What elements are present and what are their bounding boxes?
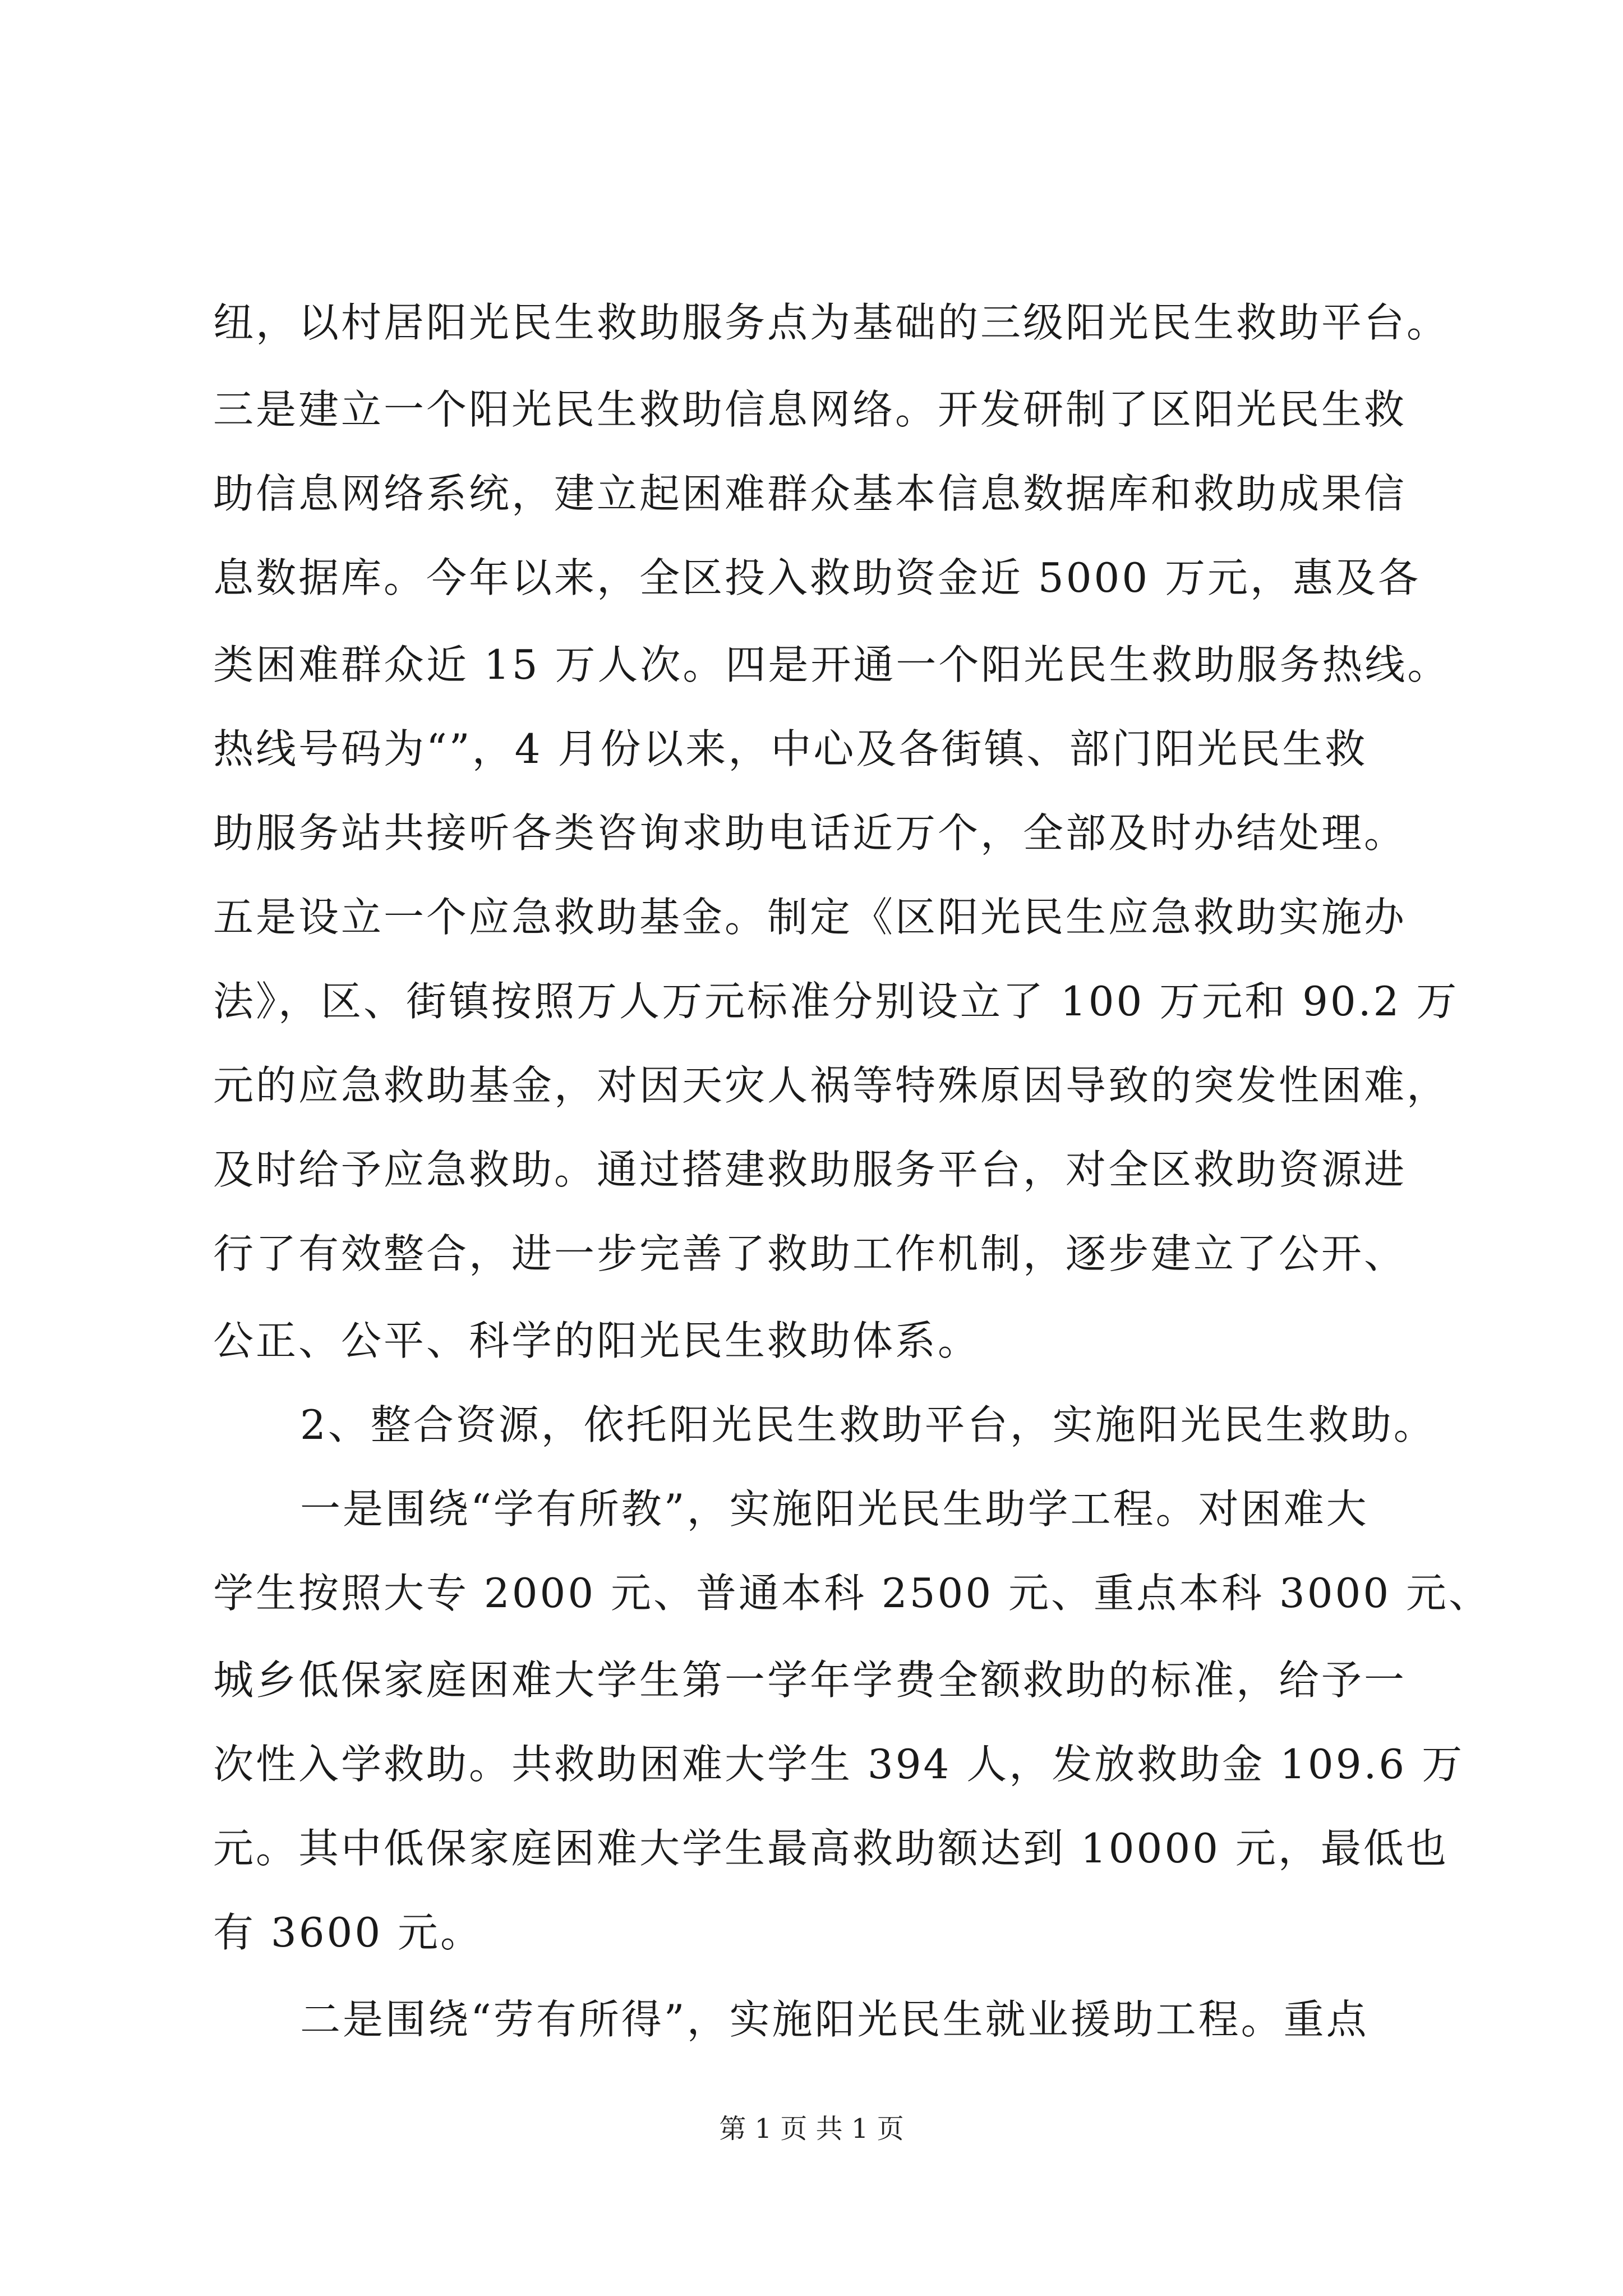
body-line-15: 一是围绕“学有所教”，实施阳光民生助学工程。对困难大 — [300, 1485, 1369, 1533]
body-line-18: 次性入学救助。共救助困难大学生 394 人，发放救助金 109.6 万 — [213, 1741, 1465, 1788]
body-line-7: 助服务站共接听各类咨询求助电话近万个，全部及时办结处理。 — [213, 809, 1407, 857]
body-line-17: 城乡低保家庭困难大学生第一学年学费全额救助的标准，给予一 — [213, 1657, 1407, 1704]
body-line-5: 类困难群众近 15 万人次。四是开通一个阳光民生救助服务热线。 — [213, 641, 1450, 688]
body-line-3: 助信息网络系统，建立起困难群众基本信息数据库和救助成果信 — [213, 470, 1407, 517]
body-line-13: 公正、公平、科学的阳光民生救助体系。 — [213, 1317, 981, 1364]
body-line-11: 及时给予应急救助。通过搭建救助服务平台，对全区救助资源进 — [213, 1146, 1407, 1193]
body-line-9: 法》，区、街镇按照万人万元标准分别设立了 100 万元和 90.2 万 — [213, 978, 1459, 1025]
section-heading: 2、整合资源，依托阳光民生救助平台，实施阳光民生救助。 — [300, 1401, 1436, 1448]
body-line-16: 学生按照大专 2000 元、普通本科 2500 元、重点本科 3000 元、 — [213, 1570, 1492, 1617]
body-line-12: 行了有效整合，进一步完善了救助工作机制，逐步建立了公开、 — [213, 1230, 1407, 1277]
body-line-20: 有 3600 元。 — [213, 1909, 483, 1956]
body-line-19: 元。其中低保家庭困难大学生最高救助额达到 10000 元，最低也 — [213, 1825, 1449, 1872]
body-line-1: 纽，以村居阳光民生救助服务点为基础的三级阳光民生救助平台。 — [213, 299, 1450, 346]
body-line-10: 元的应急救助基金，对因天灾人祸等特殊原因导致的突发性困难， — [213, 1062, 1450, 1109]
body-line-21: 二是围绕“劳有所得”，实施阳光民生就业援助工程。重点 — [300, 1996, 1369, 2043]
body-line-6: 热线号码为“”，4 月份以来，中心及各街镇、部门阳光民生救 — [213, 725, 1368, 772]
page-footer: 第 1 页 共 1 页 — [719, 2113, 904, 2145]
body-line-2: 三是建立一个阳光民生救助信息网络。开发研制了区阳光民生救 — [213, 386, 1407, 433]
body-line-4: 息数据库。今年以来，全区投入救助资金近 5000 万元，惠及各 — [213, 554, 1421, 601]
body-line-8: 五是设立一个应急救助基金。制定《区阳光民生应急救助实施办 — [213, 894, 1407, 941]
